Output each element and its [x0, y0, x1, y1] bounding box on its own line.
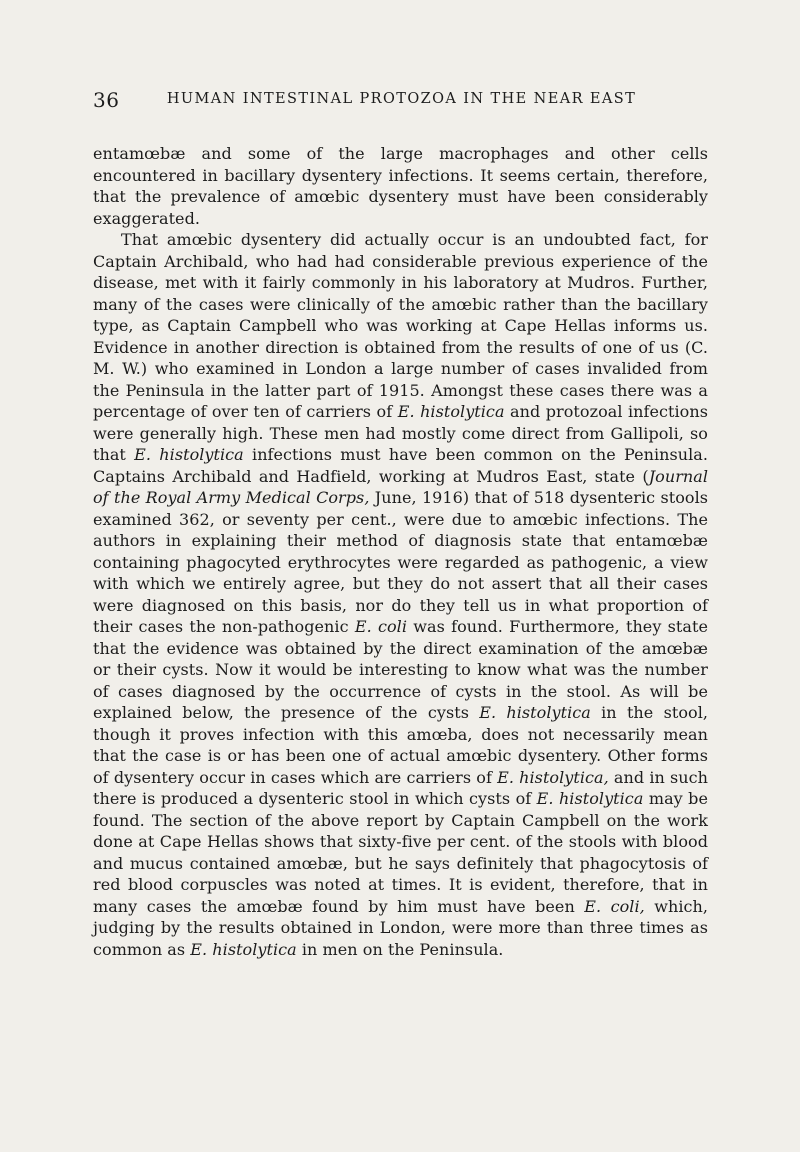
- text-run: which, judging by the results obtained in London, were more than three times as common as: [93, 896, 708, 959]
- text-run: may be found. The section of the above report by Captain Campbell on the work done at Cape Hellas shows that sixty-five per cent. of the stools with blood and mucus contained amœbæ, but he says definitely that phagocytosis of red blood corpuscles was noted at times. It is evident, therefore, that in many cases the amœbæ found by him must have been: [93, 789, 708, 916]
- text-run: in men on the Peninsula.: [296, 939, 504, 959]
- italic-text: E. histolytica: [397, 402, 505, 421]
- italic-text: E. coli,: [584, 896, 645, 916]
- text-run: infections must have been common on the Peninsula. Captains Archibald and Hadfield, working at Mudros East, state (: [93, 445, 708, 486]
- paragraph: [93, 229, 708, 960]
- text-run: entamœbæ and some of the large macrophages and other cells encountered in bacillary dysentery infections. It seems certain, therefore, that the prevalence of amœbic dysentery must have been considerably exaggerated.: [93, 144, 708, 228]
- text-run: and protozoal infections were generally high. These men had mostly come direct from Gallipoli, so that: [93, 402, 708, 464]
- text-run: June, 1916) that of 518 dysenteric stools examined 362, or seventy per cent., were due to amœbic infections. The authors in explaining their method of diagnosis state that entamœbæ containing phagocyted erythrocytes were regarded as pathogenic, a view with which we entirely agree, but they do not assert that all their cases were diagnosed on this basis, nor do they tell us in what proportion of their cases the non-pathogenic: [93, 488, 708, 636]
- italic-text: E. histolytica: [134, 445, 244, 464]
- text-run: and in such there is produced a dysenteric stool in which cysts of: [93, 767, 708, 808]
- paragraph: [93, 143, 708, 229]
- text-run: in the stool, though it proves infection with this amœba, does not necessarily mean that the case is or has been one of actual amœbic dysentery. Other forms of dysentery occur in cases which are carriers of: [93, 703, 708, 787]
- text-run: That amœbic dysentery did actually occur is an undoubted fact, for Captain Archibald, who had had considerable previous experience of the disease, met with it fairly commonly in his laboratory at Mudros. Further, many of the cases were clinically of the amœbic rather than the bacillary type, as Captain Campbell who was working at Cape Hellas informs us. Evidence in another direction is obtained from the results of one of us (C. M. W.) who examined in London a large number of cases invalided from the Peninsula in the latter part of 1915. Amongst these cases there was a percentage of over ten of carriers of: [93, 230, 708, 421]
- italic-text: E. histolytica: [479, 703, 591, 722]
- italic-text: E. histolytica: [190, 939, 297, 959]
- italic-text: Journal of the Royal Army Medical Corps,: [93, 466, 708, 507]
- italic-text: E. histolytica: [536, 789, 644, 808]
- italic-text: E. histolytica,: [497, 767, 609, 787]
- text-run: was found. Furthermore, they state that the evidence was obtained by the direct examination of the amœbæ or their cysts. Now it would be interesting to know what was the number of cases diagnosed by the occurrence of cysts in the stool. As will be explained below, the presence of the cysts: [93, 617, 708, 722]
- italic-text: E. coli: [354, 617, 408, 636]
- page-number: 36: [93, 88, 120, 112]
- running-title: HUMAN INTESTINAL PROTOZOA IN THE NEAR EAST: [166, 91, 637, 107]
- body-text: [93, 143, 708, 960]
- page-header: [93, 88, 710, 118]
